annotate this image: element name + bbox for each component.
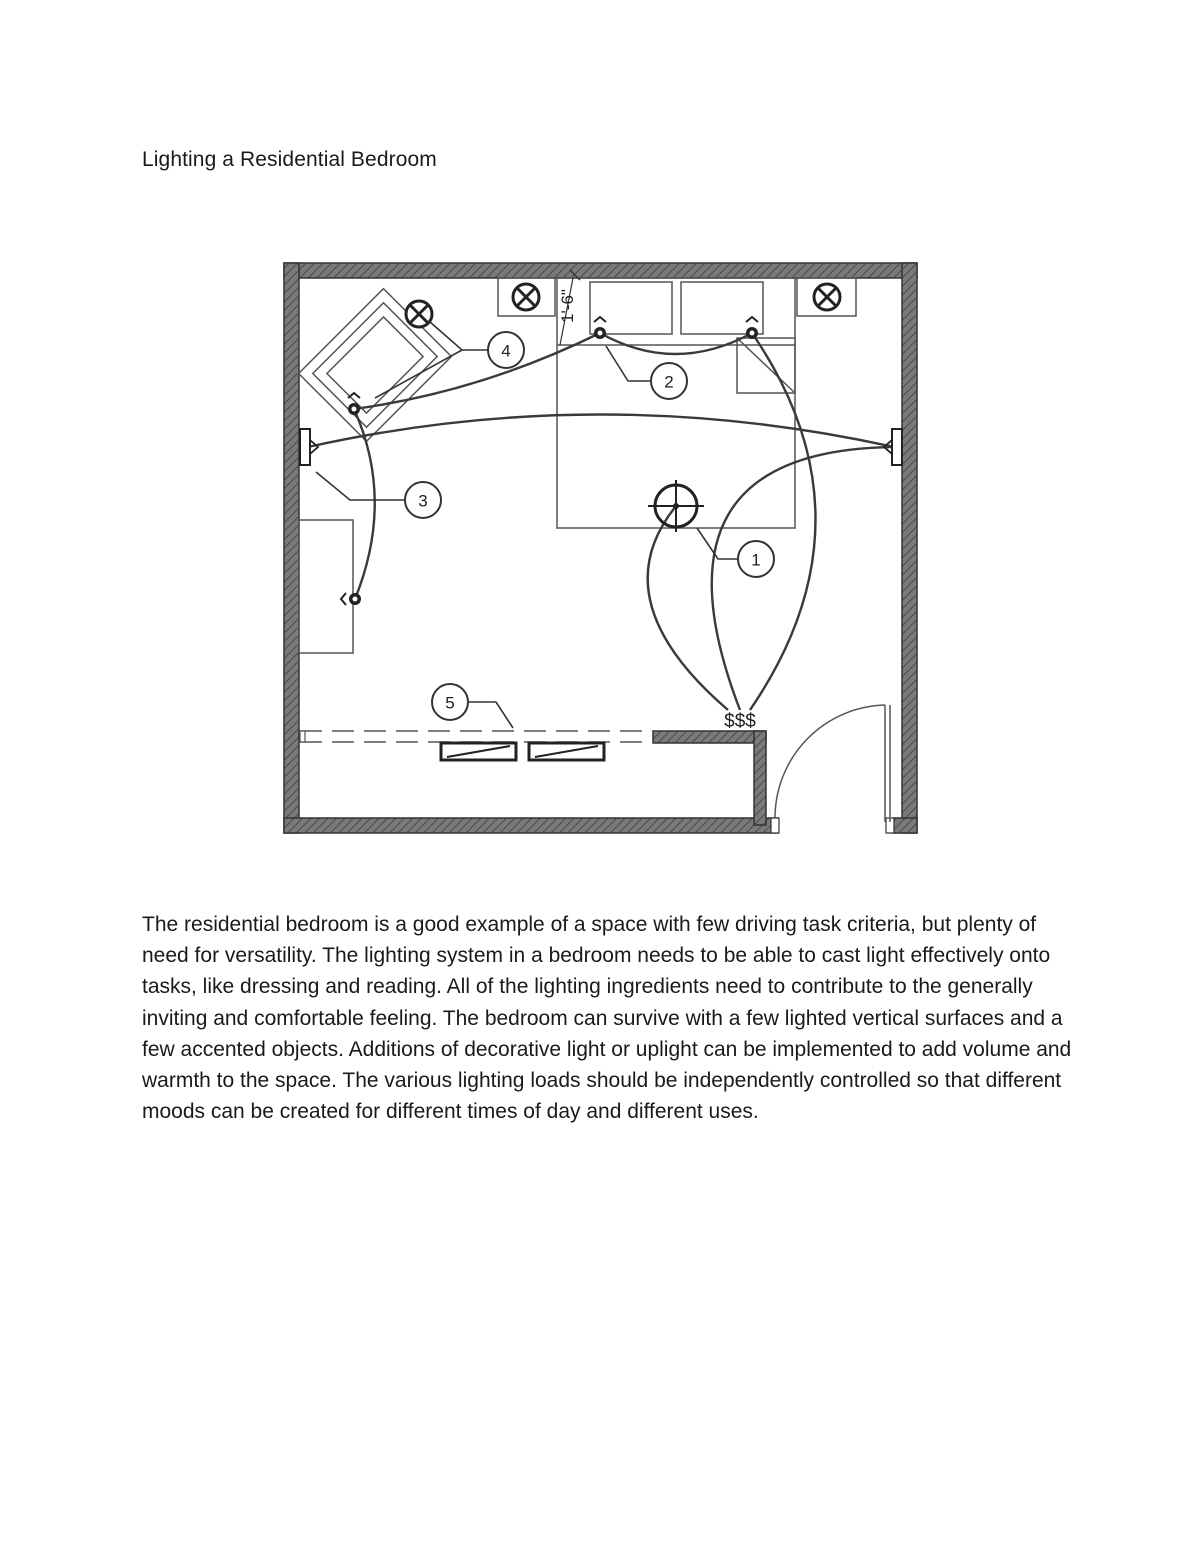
body-paragraph: The residential bedroom is a good example of a space with few driving task criteria, but plenty of need for versatility. The lighting system in a bedroom needs to be able to cast light effectively onto tasks, like dressing and reading. All of the lighting ingredients need to contribute to the generally inviting and comfortable feeling. The bedroom can survive with a few lighted vertical surfaces and a few accented objects. Additions of decorative light or uplight can be implemented to add volume and warmth to the space. The various lighting loads should be independently controlled so that different moods can be created for different times of day and different uses. <box>142 913 1072 1124</box>
uplight-fixture-icon <box>406 284 840 327</box>
callout-2 <box>651 363 687 399</box>
callout-1 <box>738 541 774 577</box>
switch-label: $$$ <box>724 711 756 732</box>
callout-3 <box>405 482 441 518</box>
wall-sconce-icon <box>300 429 902 465</box>
svg-text:4: 4 <box>501 341 511 361</box>
closet-doors <box>300 731 655 742</box>
ceiling-light-icon <box>648 480 704 532</box>
circuit-wiring <box>308 333 894 710</box>
svg-text:1: 1 <box>751 550 761 570</box>
closet-linear-fixture <box>441 743 604 760</box>
accent-light-icon <box>341 317 761 605</box>
callout-4 <box>488 332 524 368</box>
callout-5 <box>432 684 468 720</box>
svg-text:2: 2 <box>664 372 674 392</box>
svg-text:3: 3 <box>418 491 428 511</box>
page-title: Lighting a Residential Bedroom <box>142 148 437 171</box>
svg-text:5: 5 <box>445 693 455 713</box>
door <box>775 705 890 822</box>
dimension-label: 1'-6" <box>558 289 577 323</box>
dresser <box>299 520 353 653</box>
dimension-marker <box>558 270 580 345</box>
